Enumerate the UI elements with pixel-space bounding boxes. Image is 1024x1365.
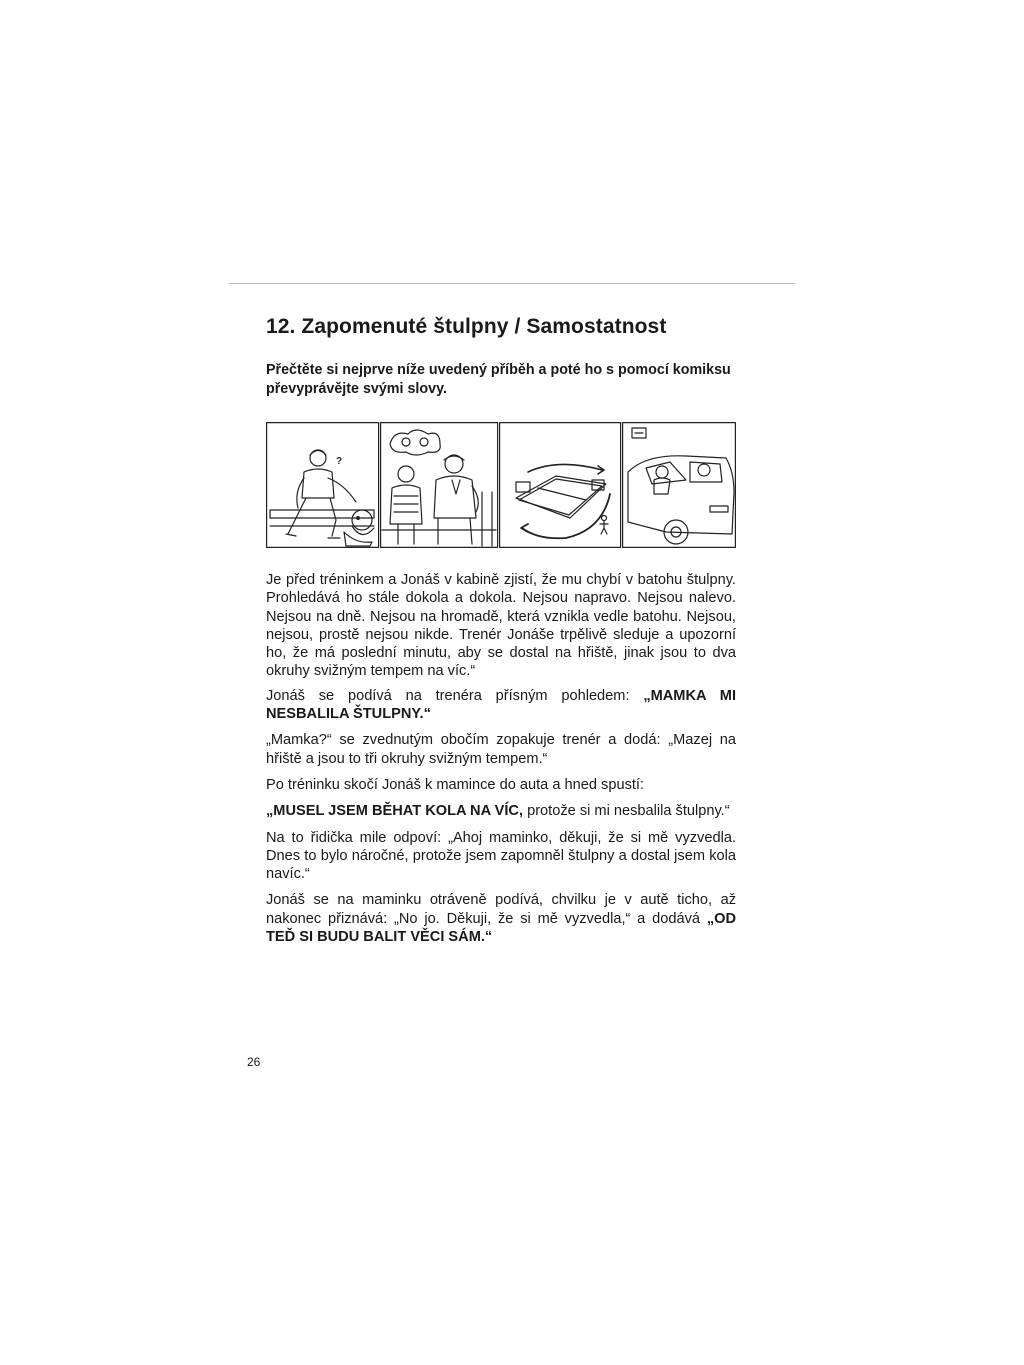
story-paragraph-4: Po tréninku skočí Jonáš k mamince do auta a hned spustí: [266, 776, 645, 793]
story-paragraph-3: „Mamka?“ se zvednutým obočím zopakuje trenér a dodá: „Mazej na hřiště a jsou to tři okruhy svižným tempem.“ [266, 732, 736, 767]
comic-panel-1 [267, 423, 379, 548]
story-p7-text: Jonáš se na maminku otráveně podívá, chvilku je v autě ticho, až nakonec přiznává: „No jo. Děkuji, že si mě vyzvedla,“ a dodává [266, 892, 736, 927]
comic-strip [266, 422, 736, 548]
comic-panel-4 [623, 423, 736, 548]
page-number: 26 [247, 1055, 261, 1069]
header-rule [229, 283, 795, 284]
story-paragraph-1: Je před tréninkem a Jonáš v kabině zjistí, že mu chybí v batohu štulpny. Prohledává ho stále dokola a dokola. Nejsou napravo. Nejsou nalevo. Nejsou na dně. Nejsou na hromadě, která vznikla vedle batohu. Nejsou, nejsou, prostě nejsou nikde. Trenér Jonáše trpělivě sleduje a upozorní ho, že má poslední minutu, aby se dostal na hřiště, jinak jsou to dva okruhy svižným tempem na víc.“ [266, 572, 736, 680]
story-text [266, 571, 736, 954]
instruction-text: Přečtěte si nejprve níže uvedený příběh a poté ho s pomocí komiksu převyprávějte svými slovy. [266, 362, 731, 397]
chapter-title: 12. Zapomenuté štulpny / Samostatnost [266, 315, 667, 338]
panel-1-question-mark: ? [336, 456, 343, 467]
story-p5-bold: „MUSEL JSEM BĚHAT KOLA NA VÍC, [266, 803, 524, 820]
story-p2-bold: „MAMKA MI NESBALILA ŠTULPNY.“ [266, 687, 737, 723]
comic-panel-3 [500, 423, 621, 548]
story-paragraph-7 [266, 891, 736, 946]
story-p7-bold: „OD TEĎ SI BUDU BALIT VĚCI SÁM.“ [266, 910, 736, 946]
story-p2-text: Jonáš se podívá na trenéra přísným pohledem: [266, 687, 644, 704]
story-paragraph-2 [266, 687, 736, 724]
story-p5-text: protože si mi nesbalila štulpny.“ [523, 803, 730, 820]
comic-panel-2 [381, 423, 498, 548]
story-paragraph-6: Na to řidička mile odpoví: „Ahoj maminko, děkuji, že si mě vyzvedla. Dnes to bylo náročné, protože jsem zapomněl štulpny a dostal jsem kola navíc.“ [266, 829, 736, 883]
story-paragraph-5 [266, 802, 736, 820]
